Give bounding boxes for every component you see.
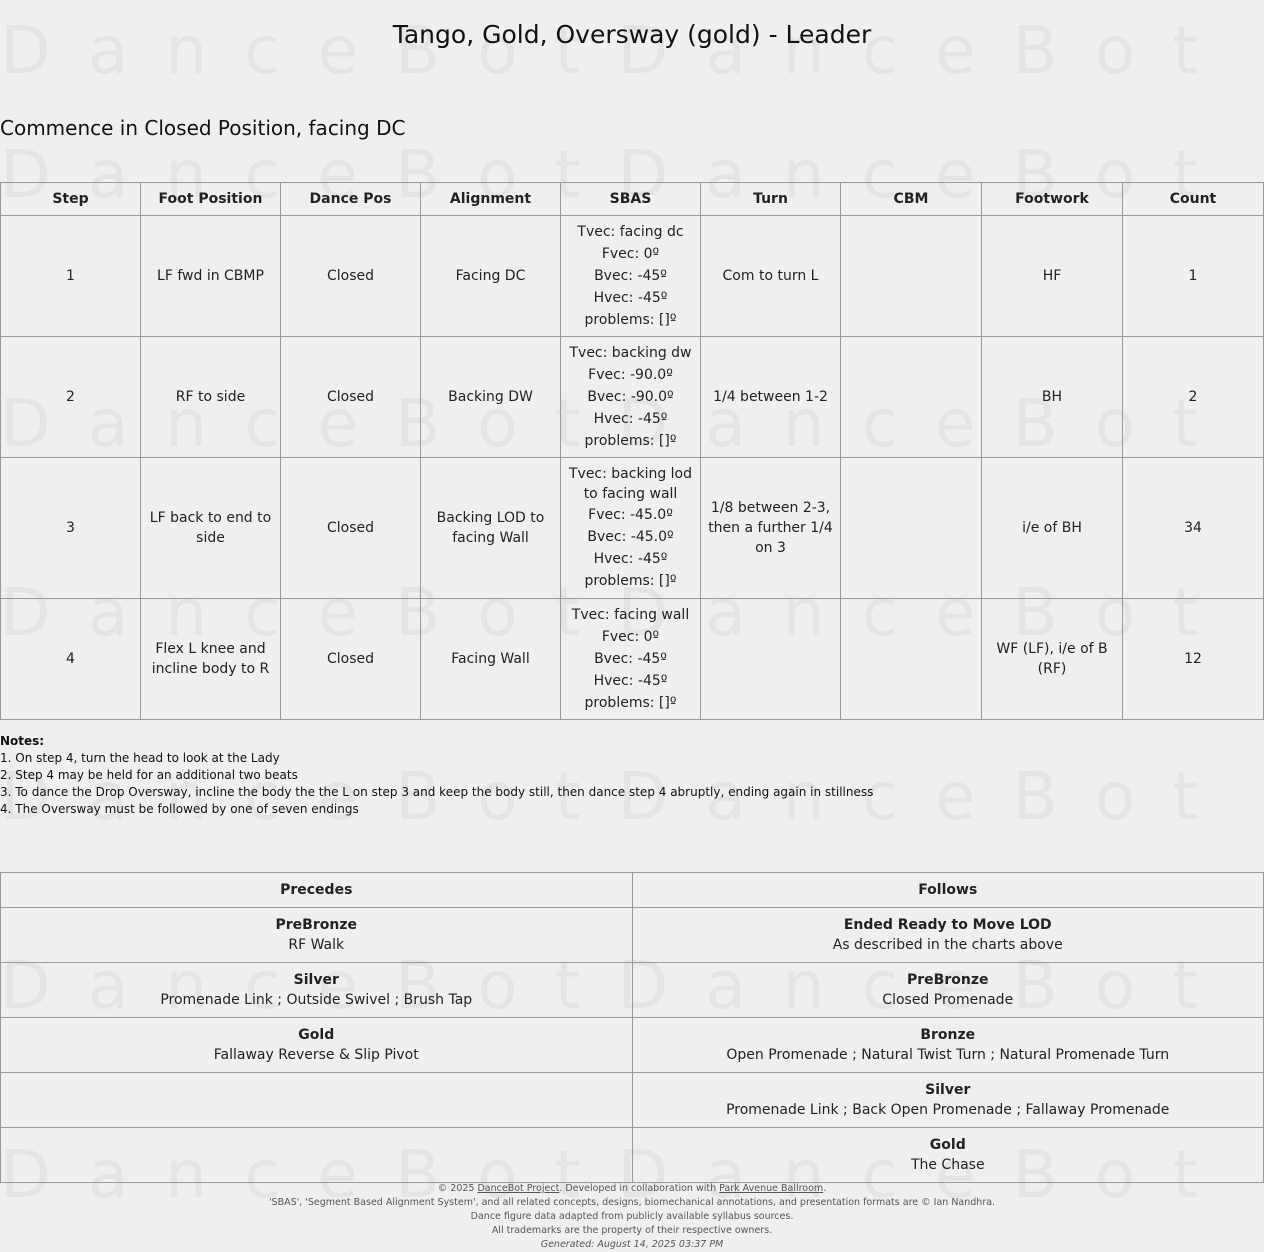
table-row xyxy=(1,337,1264,458)
sbas-fvec: Fvec: 0º xyxy=(601,629,660,645)
sbas-problems: problems: []º xyxy=(584,433,677,449)
note-item: 3. To dance the Drop Oversway, incline the body the the L on step 3 and keep the body still, then dance step 4 abruptly, ending again in stillness xyxy=(0,785,874,799)
precedes-cell xyxy=(1,908,633,963)
follows-cell xyxy=(632,963,1264,1018)
sbas-hvec: Hvec: -45º xyxy=(593,551,668,567)
cell-turn: Com to turn L xyxy=(701,216,841,337)
header-footwork: Footwork xyxy=(982,183,1123,216)
sbas-bvec: Bvec: -45º xyxy=(594,268,667,284)
header-sbas: SBAS xyxy=(561,183,701,216)
cell-foot-position: LF back to end to side xyxy=(141,458,281,599)
precedes-cell xyxy=(1,1128,633,1183)
collab-text: . Developed in collaboration with xyxy=(559,1183,720,1194)
copyright-prefix: © 2025 xyxy=(437,1183,478,1194)
cell-count: 2 xyxy=(1123,337,1264,458)
cell-foot-position: RF to side xyxy=(141,337,281,458)
header-precedes: Precedes xyxy=(1,873,633,908)
cell-dance-pos: Closed xyxy=(281,599,421,720)
follows-level: Bronze xyxy=(920,1027,976,1043)
follows-figures: Open Promenade ; Natural Twist Turn ; Natural Promenade Turn xyxy=(726,1047,1170,1063)
sbas-problems: problems: []º xyxy=(584,573,677,589)
sbas-tvec: Tvec: backing lod to facing wall xyxy=(568,466,693,502)
table-row xyxy=(1,1018,1264,1073)
cell-cbm xyxy=(841,337,982,458)
follows-figures: Closed Promenade xyxy=(882,992,1014,1008)
cell-cbm xyxy=(841,599,982,720)
cell-alignment: Backing DW xyxy=(421,337,561,458)
sbas-fvec: Fvec: -90.0º xyxy=(588,367,673,383)
cell-sbas xyxy=(561,458,701,599)
cell-dance-pos: Closed xyxy=(281,458,421,599)
precedes-cell xyxy=(1,1018,633,1073)
cell-alignment: Facing DC xyxy=(421,216,561,337)
table-row xyxy=(1,908,1264,963)
table-row xyxy=(1,1073,1264,1128)
sbas-bvec: Bvec: -90.0º xyxy=(587,389,674,405)
footer-trademark-notice: All trademarks are the property of their respective owners. xyxy=(491,1225,773,1236)
follows-figures: The Chase xyxy=(910,1157,985,1173)
header-dance-pos: Dance Pos xyxy=(281,183,421,216)
cell-alignment: Facing Wall xyxy=(421,599,561,720)
follows-cell xyxy=(632,1073,1264,1128)
cell-count: 12 xyxy=(1123,599,1264,720)
sbas-hvec: Hvec: -45º xyxy=(593,673,668,689)
sbas-fvec: Fvec: 0º xyxy=(601,246,660,262)
header-turn: Turn xyxy=(701,183,841,216)
cell-footwork: i/e of BH xyxy=(982,458,1123,599)
cell-footwork: WF (LF), i/e of B (RF) xyxy=(982,599,1123,720)
cell-step: 1 xyxy=(1,216,141,337)
cell-cbm xyxy=(841,458,982,599)
sbas-problems: problems: []º xyxy=(584,695,677,711)
sbas-hvec: Hvec: -45º xyxy=(593,411,668,427)
sbas-problems: problems: []º xyxy=(584,312,677,328)
note-item: 2. Step 4 may be held for an additional two beats xyxy=(0,768,298,782)
cell-footwork: BH xyxy=(982,337,1123,458)
cell-dance-pos: Closed xyxy=(281,216,421,337)
steps-table xyxy=(0,182,1264,720)
precedes-level: Silver xyxy=(293,972,339,988)
note-item: 4. The Oversway must be followed by one of seven endings xyxy=(0,802,359,816)
precedes-cell xyxy=(1,963,633,1018)
dancebot-project-link[interactable]: DanceBot Project xyxy=(477,1183,560,1194)
sbas-fvec: Fvec: -45.0º xyxy=(588,507,673,523)
footer-copyright xyxy=(0,1182,1264,1196)
cell-dance-pos: Closed xyxy=(281,337,421,458)
cell-sbas xyxy=(561,337,701,458)
collab-end: . xyxy=(823,1183,827,1194)
header-follows: Follows xyxy=(632,873,1264,908)
sbas-bvec: Bvec: -45.0º xyxy=(587,529,674,545)
follows-level: PreBronze xyxy=(907,972,989,988)
relations-header-row xyxy=(1,873,1264,908)
precedes-cell xyxy=(1,1073,633,1128)
sbas-hvec: Hvec: -45º xyxy=(593,290,668,306)
follows-level: Silver xyxy=(925,1082,971,1098)
follows-cell xyxy=(632,1018,1264,1073)
page-title: Tango, Gold, Oversway (gold) - Leader xyxy=(392,20,872,49)
header-count: Count xyxy=(1123,183,1264,216)
precedes-figures: Fallaway Reverse & Slip Pivot xyxy=(213,1047,419,1063)
precedes-level: PreBronze xyxy=(275,917,357,933)
page-footer xyxy=(0,1182,1264,1252)
header-cbm: CBM xyxy=(841,183,982,216)
cell-footwork: HF xyxy=(982,216,1123,337)
cell-sbas xyxy=(561,216,701,337)
header-alignment: Alignment xyxy=(421,183,561,216)
note-item: 1. On step 4, turn the head to look at the Lady xyxy=(0,751,280,765)
follows-level: Ended Ready to Move LOD xyxy=(843,917,1052,933)
cell-step: 4 xyxy=(1,599,141,720)
table-row xyxy=(1,1128,1264,1183)
follows-level: Gold xyxy=(929,1137,966,1153)
follows-cell xyxy=(632,1128,1264,1183)
cell-sbas xyxy=(561,599,701,720)
footer-source-notice: Dance figure data adapted from publicly available syllabus sources. xyxy=(470,1211,794,1222)
commence-heading: Commence in Closed Position, facing DC xyxy=(0,116,406,140)
sbas-bvec: Bvec: -45º xyxy=(594,651,667,667)
table-row xyxy=(1,963,1264,1018)
cell-cbm xyxy=(841,216,982,337)
cell-foot-position: Flex L knee and incline body to R xyxy=(141,599,281,720)
notes-section xyxy=(0,733,873,818)
footer-generated: Generated: August 14, 2025 03:37 PM xyxy=(540,1239,724,1250)
table-row xyxy=(1,216,1264,337)
table-row xyxy=(1,599,1264,720)
precedes-level: Gold xyxy=(298,1027,335,1043)
sbas-tvec: Tvec: facing wall xyxy=(571,607,690,623)
notes-title: Notes: xyxy=(0,734,45,748)
sbas-tvec: Tvec: facing dc xyxy=(577,224,684,240)
follows-figures: Promenade Link ; Back Open Promenade ; Fallaway Promenade xyxy=(726,1102,1170,1118)
cell-turn xyxy=(701,599,841,720)
sbas-tvec: Tvec: backing dw xyxy=(569,345,692,361)
precedes-figures: RF Walk xyxy=(288,937,345,953)
follows-figures: As described in the charts above xyxy=(832,937,1063,953)
cell-count: 1 xyxy=(1123,216,1264,337)
table-row xyxy=(1,458,1264,599)
cell-step: 2 xyxy=(1,337,141,458)
cell-count: 34 xyxy=(1123,458,1264,599)
cell-foot-position: LF fwd in CBMP xyxy=(141,216,281,337)
cell-step: 3 xyxy=(1,458,141,599)
cell-alignment: Backing LOD to facing Wall xyxy=(421,458,561,599)
header-foot-position: Foot Position xyxy=(141,183,281,216)
cell-turn: 1/4 between 1-2 xyxy=(701,337,841,458)
precedes-follows-table xyxy=(0,872,1264,1183)
steps-header-row xyxy=(1,183,1264,216)
follows-cell xyxy=(632,908,1264,963)
header-step: Step xyxy=(1,183,141,216)
precedes-figures: Promenade Link ; Outside Swivel ; Brush Tap xyxy=(160,992,473,1008)
footer-sbas-notice: 'SBAS', 'Segment Based Alignment System', and all related concepts, designs, biomechanical annotations, and presentation formats are © Ian Nandhra. xyxy=(268,1197,996,1208)
cell-turn: 1/8 between 2-3, then a further 1/4 on 3 xyxy=(701,458,841,599)
park-avenue-ballroom-link[interactable]: Park Avenue Ballroom xyxy=(719,1183,824,1194)
